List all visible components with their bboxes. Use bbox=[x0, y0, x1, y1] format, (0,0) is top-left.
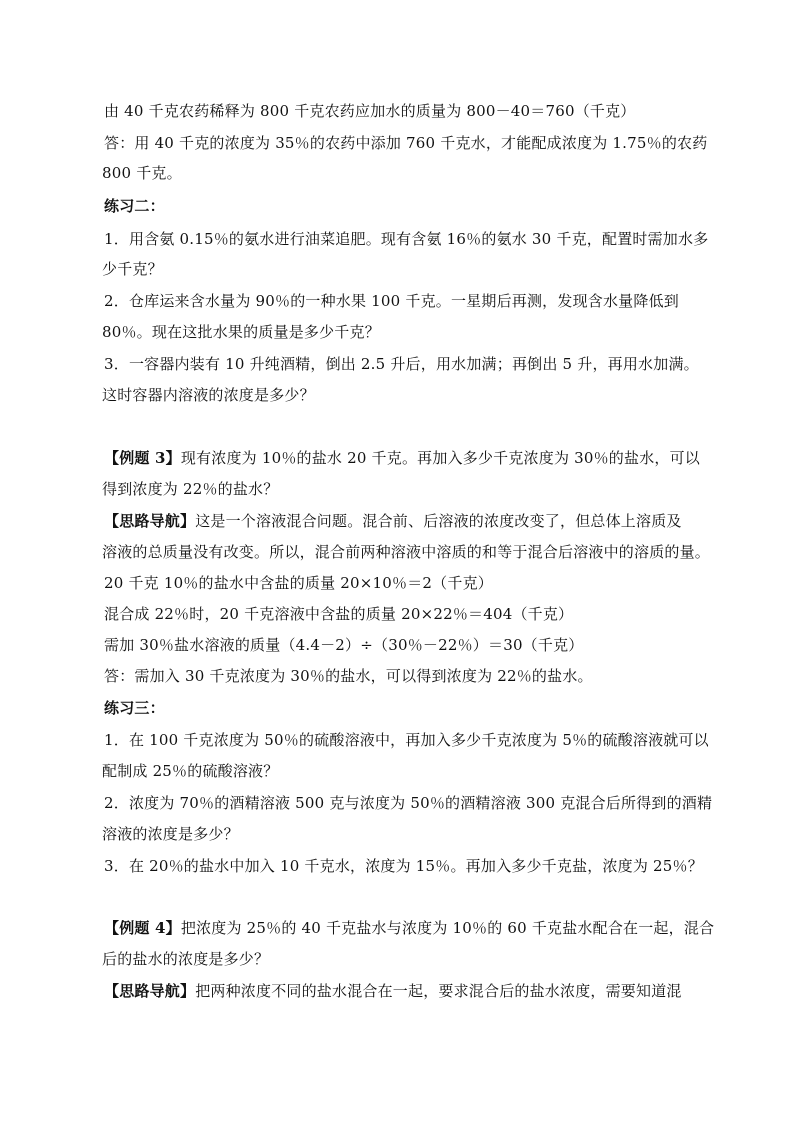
exercise-item-cont: 溶液的浓度是多少？ bbox=[102, 825, 239, 843]
answer-line: 答：需加入 30 千克浓度为 30％的盐水，可以得到浓度为 22％的盐水。 bbox=[104, 667, 593, 685]
exercise-item-cont: 少千克？ bbox=[102, 260, 163, 278]
exercise-item: 1．在 100 千克浓度为 50％的硫酸溶液中，再加入多少千克浓度为 5％的硫酸溶液就可以 bbox=[104, 731, 709, 749]
exercise-heading: 练习二： bbox=[104, 197, 165, 215]
approach-heading bbox=[104, 511, 682, 531]
solution-step: 20 千克 10％的盐水中含盐的质量 20×10％＝2（千克） bbox=[104, 574, 493, 592]
text-line: 800 千克。 bbox=[102, 164, 182, 182]
exercise-heading: 练习三： bbox=[104, 699, 165, 717]
approach-label: 【思路导航】 bbox=[104, 512, 196, 530]
exercise-item-cont: 这时容器内溶液的浓度是多少？ bbox=[102, 386, 315, 404]
text-line: 由 40 千克农药稀释为 800 千克农药应加水的质量为 800－40＝760（千克） bbox=[104, 102, 636, 120]
exercise-item: 3．一容器内装有 10 升纯酒精，倒出 2.5 升后，用水加满；再倒出 5 升，再用水加满。 bbox=[104, 355, 699, 373]
text-line: 溶液的总质量没有改变。所以，混合前两种溶液中溶质的和等于混合后溶液中的溶质的量。 bbox=[102, 543, 711, 561]
approach-label: 【思路导航】 bbox=[104, 982, 196, 1000]
exercise-item: 2．仓库运来含水量为 90％的一种水果 100 千克。一星期后再测，发现含水量降低到 bbox=[104, 292, 679, 310]
example-heading bbox=[104, 918, 714, 938]
solution-step: 需加 30％盐水溶液的质量（4.4－2）÷（30％－22％）＝30（千克） bbox=[104, 636, 584, 654]
text-line: 后的盐水的浓度是多少？ bbox=[102, 950, 270, 968]
exercise-item: 1．用含氨 0.15％的氨水进行油菜追肥。现有含氨 16％的氨水 30 千克，配置时需加水多 bbox=[104, 230, 709, 248]
example-label: 【例题 4】 bbox=[104, 919, 181, 937]
example-label: 【例题 3】 bbox=[104, 449, 181, 467]
solution-step: 混合成 22％时，20 千克溶液中含盐的质量 20×22％＝404（千克） bbox=[104, 605, 574, 623]
text-line: 得到浓度为 22％的盐水？ bbox=[102, 480, 279, 498]
exercise-item: 3．在 20％的盐水中加入 10 千克水，浓度为 15％。再加入多少千克盐，浓度为 25％？ bbox=[104, 857, 703, 875]
answer-line: 答：用 40 千克的浓度为 35％的农药中添加 760 千克水，才能配成浓度为 1.75％的农药 bbox=[104, 134, 708, 152]
approach-heading bbox=[104, 981, 682, 1001]
exercise-item-cont: 80％。现在这批水果的质量是多少千克？ bbox=[102, 323, 380, 341]
example-text: 现有浓度为 10％的盐水 20 千克。再加入多少千克浓度为 30％的盐水，可以 bbox=[180, 449, 701, 467]
example-heading bbox=[104, 448, 700, 468]
exercise-item-cont: 配制成 25％的硫酸溶液？ bbox=[102, 762, 279, 780]
example-text: 把浓度为 25％的 40 千克盐水与浓度为 10％的 60 千克盐水配合在一起，混合 bbox=[180, 919, 715, 937]
approach-text: 这是一个溶液混合问题。混合前、后溶液的浓度改变了，但总体上溶质及 bbox=[195, 512, 682, 530]
exercise-item: 2．浓度为 70％的酒精溶液 500 克与浓度为 50％的酒精溶液 300 克混合后所得到的酒精 bbox=[104, 794, 713, 812]
approach-text: 把两种浓度不同的盐水混合在一起，要求混合后的盐水浓度，需要知道混 bbox=[195, 982, 682, 1000]
